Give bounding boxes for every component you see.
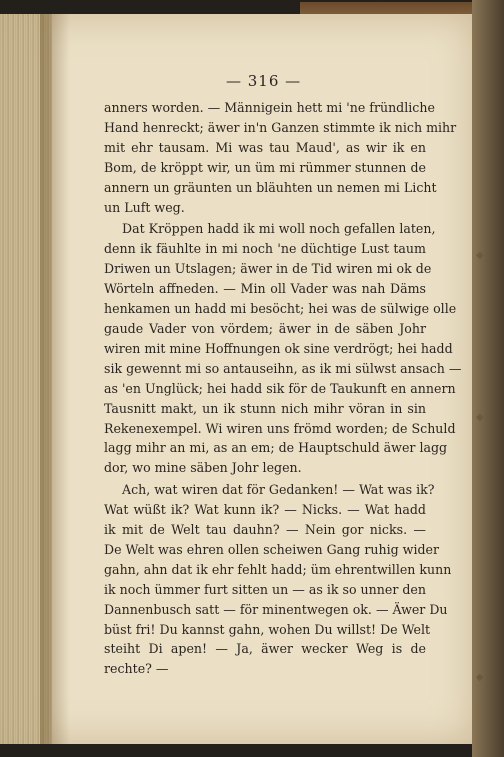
paragraph [104, 219, 462, 478]
body-text [104, 98, 462, 679]
text-line: Ach, wat wiren dat för Gedanken! — Wat was ik? [122, 482, 435, 498]
text-line: gaude Vader von vördem; äwer in de säben Johr [104, 320, 426, 336]
text-line: Wat wüßt ik? Wat kunn ik? — Nicks. — Wat hadd [104, 502, 426, 518]
gutter-shadow [40, 14, 70, 744]
cover-edge-right [472, 0, 504, 757]
text-line: steiht Di apen! — Ja, äwer wecker Weg is de [104, 641, 426, 657]
text-line: rechte? — [104, 661, 169, 677]
text-line: Dat Kröppen hadd ik mi woll noch gefallen laten, [122, 221, 436, 237]
text-line: Dannenbusch satt — för minentwegen ok. — Äwer Du [104, 601, 448, 617]
binding-thread-mark: ◆ [476, 412, 484, 423]
text-line: annern un gräunten un bläuhten un nemen mi Licht [104, 179, 437, 195]
text-line: wiren mit mine Hoffnungen ok sine verdrögt; hei hadd [104, 340, 453, 356]
text-line: sik gewennt mi so antauseihn, as ik mi sülwst ansach — [104, 360, 462, 376]
text-line: Bom, de kröppt wir, un üm mi rümmer stunnen de [104, 159, 426, 175]
text-line: un Luft weg. [104, 199, 185, 215]
text-line: Wörteln affneden. — Min oll Vader was nah Däms [104, 281, 426, 297]
paragraph [104, 480, 452, 679]
text-line: henkamen un hadd mi besöcht; hei was de sülwige olle [104, 301, 457, 317]
text-line: dor, wo mine säben Johr legen. [104, 460, 302, 476]
text-line: lagg mihr an mi, as an em; de Hauptschuld äwer lagg [104, 440, 448, 456]
text-line: gahn, ahn dat ik ehr fehlt hadd; üm ehrentwillen kunn [104, 561, 452, 577]
text-line: Rekenexempel. Wi wiren uns frömd worden; de Schuld [104, 420, 456, 436]
text-line: De Welt was ehren ollen scheiwen Gang ruhig wider [104, 541, 440, 557]
text-line: ik noch ümmer furt sitten un — as ik so unner den [104, 581, 426, 597]
text-line: Hand henreckt; äwer in'n Ganzen stimmte ik nich mihr [104, 119, 457, 135]
text-line: büst fri! Du kannst gahn, wohen Du willst! De Welt [104, 621, 431, 637]
text-line: ik mit de Welt tau dauhn? — Nein gor nicks. — [104, 522, 426, 538]
text-line: mit ehr tausam. Mi was tau Maud', as wir ik en [104, 139, 426, 155]
binding-thread-mark: ◆ [476, 250, 484, 261]
text-line: Driwen un Utslagen; äwer in de Tid wiren mi ok de [104, 261, 432, 277]
text-line: as 'en Unglück; hei hadd sik för de Taukunft en annern [104, 380, 456, 396]
binding-thread-mark: ◆ [476, 672, 484, 683]
text-line: anners worden. — Männigein hett mi 'ne fründliche [104, 100, 435, 115]
paragraph [104, 98, 457, 217]
text-line: Tausnitt makt, un ik stunn nich mihr vöran in sin [104, 400, 426, 416]
page-number: — 316 — [226, 72, 302, 90]
text-line: denn ik fäuhlte in mi noch 'ne düchtige Lust taum [104, 241, 426, 257]
